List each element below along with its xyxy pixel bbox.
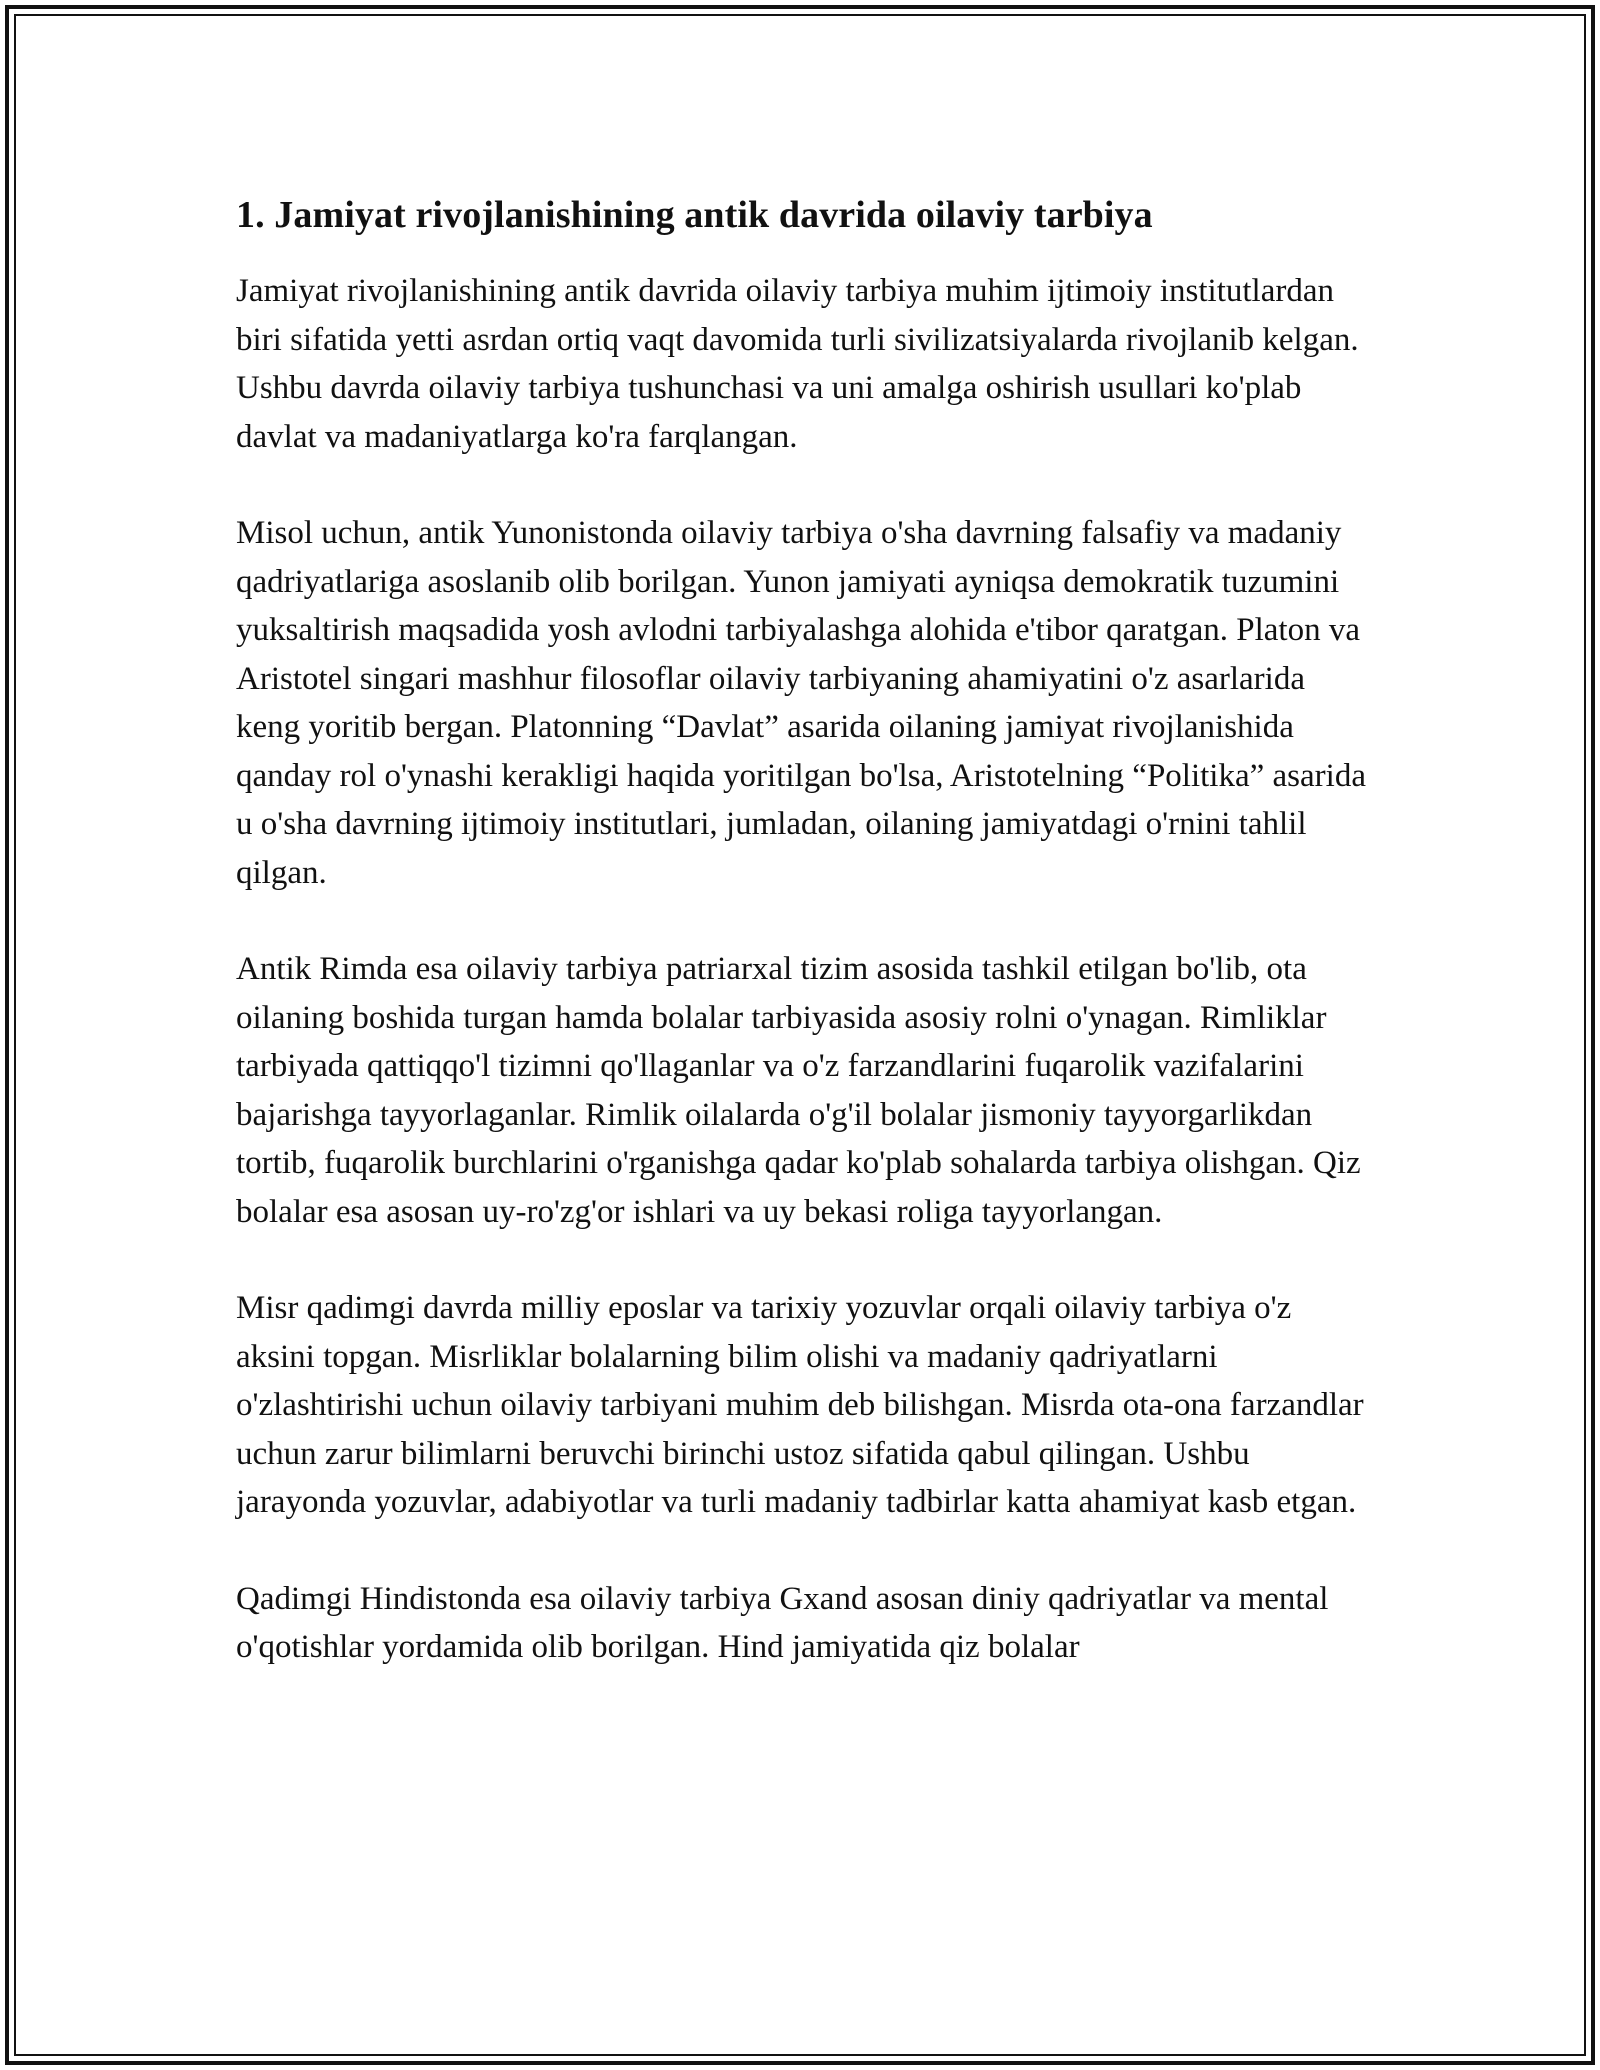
paragraph-egypt: Misr qadimgi davrda milliy eposlar va tarixiy yozuvlar orqali oilaviy tarbiya o'z aksini topgan. Misrliklar bolalarning bilim olishi va madaniy qadriyatlarni o'zlashtirishi uchun oilaviy tarbiyani muhim deb bilishgan. Misrda ota-ona farzandlar uchun zarur bilimlarni beruvchi birinchi ustoz sifatida qabul qilingan. Ushbu jarayonda yozuvlar, adabiyotlar va turli madaniy tadbirlar katta ahamiyat kasb etgan. [236, 1290, 1364, 1520]
paragraph-intro: Jamiyat rivojlanishining antik davrida oilaviy tarbiya muhim ijtimoiy institutlardan biri sifatida yetti asrdan ortiq vaqt davomida turli sivilizatsiyalarda rivojlanib kelgan. Ushbu davrda oilaviy tarbiya tushunchasi va uni amalga oshirish usullari ko'plab davlat va madaniyatlarga ko'ra farqlangan. [236, 273, 1359, 455]
paragraph-india: Qadimgi Hindistonda esa oilaviy tarbiya Gxand asosan diniy qadriyatlar va mental o'qotishlar yordamida olib borilgan. Hind jamiyatida qiz bolalar [236, 1580, 1329, 1665]
section-heading: 1. Jamiyat rivojlanishining antik davrida oilaviy tarbiya [236, 194, 1153, 236]
document-body [236, 185, 1376, 1720]
paragraph-greece: Misol uchun, antik Yunonistonda oilaviy tarbiya o'sha davrning falsafiy va madaniy qadriyatlariga asoslanib olib borilgan. Yunon jamiyati ayniqsa demokratik tuzumini yuksaltirish maqsadida yosh avlodni tarbiyalashga alohida e'tibor qaratgan. Platon va Aristotel singari mashhur filosoflar oilaviy tarbiyaning ahamiyatini o'z asarlarida keng yoritib bergan. Platonning “Davlat” asarida oilaning jamiyat rivojlanishida qanday rol o'ynashi kerakligi haqida yoritilgan bo'lsa, Aristotelning “Politika” asarida u o'sha davrning ijtimoiy institutlari, jumladan, oilaning jamiyatdagi o'rnini tahlil qilgan. [236, 515, 1366, 891]
paragraph-rome: Antik Rimda esa oilaviy tarbiya patriarxal tizim asosida tashkil etilgan bo'lib, ota oilaning boshida turgan hamda bolalar tarbiyasida asosiy rolni o'ynagan. Rimliklar tarbiyada qattiqqo'l tizimni qo'llaganlar va o'z farzandlarini fuqarolik vazifalarini bajarishga tayyorlaganlar. Rimlik oilalarda o'g'il bolalar jismoniy tayyorgarlikdan tortib, fuqarolik burchlarini o'rganishga qadar ko'plab sohalarda tarbiya olishgan. Qiz bolalar esa asosan uy-ro'zg'or ishlari va uy bekasi roliga tayyorlangan. [236, 951, 1361, 1230]
